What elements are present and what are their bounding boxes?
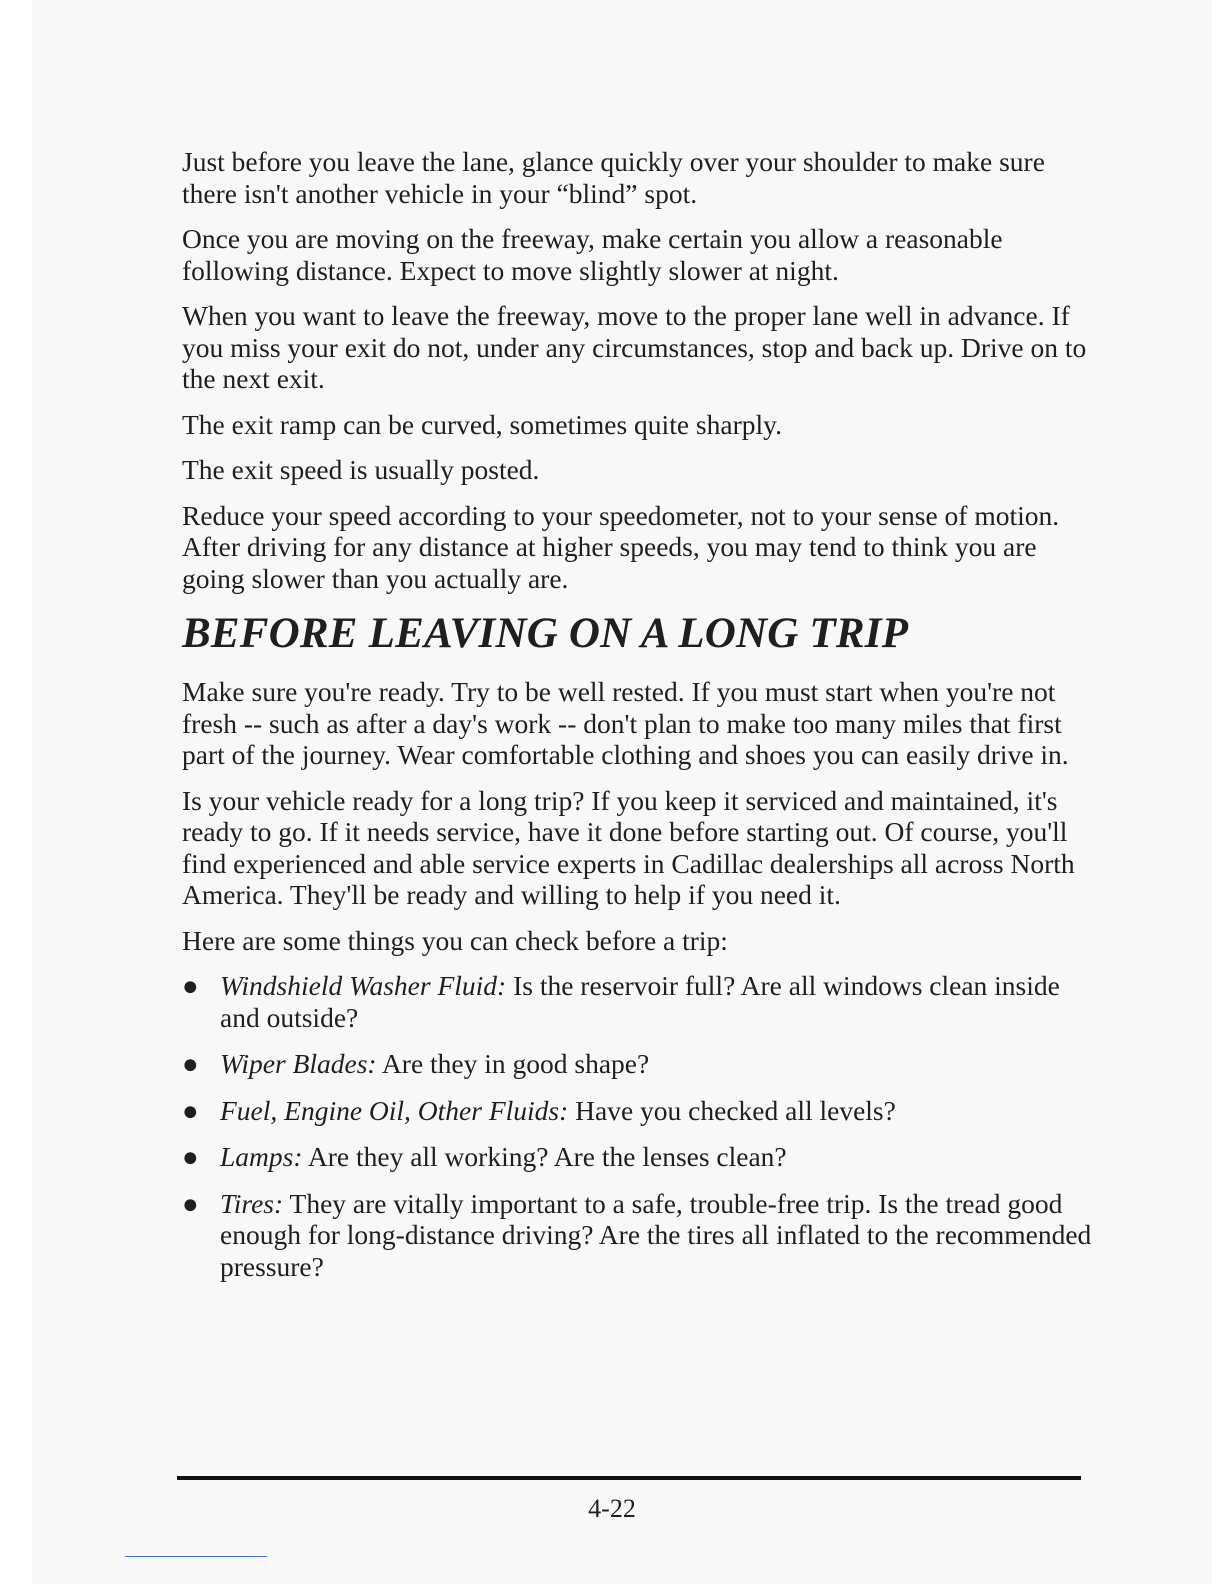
checklist-item-label: Tires: bbox=[220, 1187, 284, 1219]
checklist-item-fluids bbox=[182, 1095, 1092, 1127]
paragraph-checklist-intro: Here are some things you can check before a trip: bbox=[182, 924, 728, 956]
paragraph-exit-ramp: The exit ramp can be curved, sometimes quite sharply. bbox=[182, 408, 782, 440]
paragraph-vehicle-ready: Is your vehicle ready for a long trip? If you keep it serviced and maintained, it's ready to go. If it needs service, have it done before starting out. Of course, you'll find experienced and able service experts in Cadillac dealerships all across North America. They'll be ready and willing to help if you need it. bbox=[182, 784, 1075, 910]
checklist-item-text: Are they in good shape? bbox=[376, 1048, 650, 1079]
paragraph-leaving-freeway: When you want to leave the freeway, move to the proper lane well in advance. If you miss your exit do not, under any circumstances, stop and back up. Drive on to the next exit. bbox=[182, 300, 1087, 394]
checklist-item-label: Wiper Blades: bbox=[220, 1048, 377, 1079]
checklist-item-text: Are they all working? Are the lenses clean? bbox=[302, 1141, 787, 1172]
checklist-item-washer-fluid bbox=[182, 970, 1092, 1033]
checklist-item-label: Windshield Washer Fluid: bbox=[220, 970, 507, 1001]
bullet-icon: ● bbox=[182, 1187, 199, 1219]
paragraph-blind-spot: Just before you leave the lane, glance quickly over your shoulder to make sure there isn't another vehicle in your “blind” spot. bbox=[182, 146, 1045, 209]
bullet-icon: ● bbox=[182, 970, 199, 1001]
bullet-icon: ● bbox=[182, 1141, 199, 1172]
page-number: 4-22 bbox=[588, 1494, 636, 1523]
bullet-icon: ● bbox=[182, 1048, 199, 1079]
checklist-item-text: Have you checked all levels? bbox=[568, 1094, 896, 1126]
section-heading: BEFORE LEAVING ON A LONG TRIP bbox=[182, 610, 909, 657]
paragraph-reduce-speed: Reduce your speed according to your speedometer, not to your sense of motion. After driving for any distance at higher speeds, you may tend to think you are going slower than you actually are. bbox=[182, 499, 1060, 594]
checklist-item-lamps bbox=[182, 1141, 1092, 1173]
checklist-item-text: Is the reservoir full? Are all windows clean inside and outside? bbox=[220, 970, 1060, 1033]
footer-rule bbox=[177, 1476, 1081, 1480]
page-content bbox=[182, 146, 1092, 1297]
edge-line bbox=[125, 1556, 267, 1557]
paragraph-be-ready: Make sure you're ready. Try to be well rested. If you must start when you're not fresh -- such as after a day's work -- don't plan to make too many miles that first part of the journey. Wear comfortable clothing and shoes you can easily drive in. bbox=[182, 676, 1069, 770]
trip-checklist bbox=[182, 970, 1092, 1282]
paragraph-following-distance: Once you are moving on the freeway, make certain you allow a reasonable following distance. Expect to move slightly slower at night. bbox=[182, 223, 1003, 286]
paragraph-exit-speed: The exit speed is usually posted. bbox=[182, 454, 540, 485]
checklist-item-tires bbox=[182, 1188, 1092, 1283]
checklist-item-wiper-blades bbox=[182, 1048, 1092, 1080]
checklist-item-label: Fuel, Engine Oil, Other Fluids: bbox=[220, 1094, 569, 1126]
bullet-icon: ● bbox=[182, 1094, 199, 1126]
checklist-item-label: Lamps: bbox=[220, 1141, 303, 1172]
checklist-item-text: They are vitally important to a safe, trouble-free trip. Is the tread good enough for long-distance driving? Are the tires all inflated to the recommended pressure? bbox=[220, 1187, 1092, 1282]
